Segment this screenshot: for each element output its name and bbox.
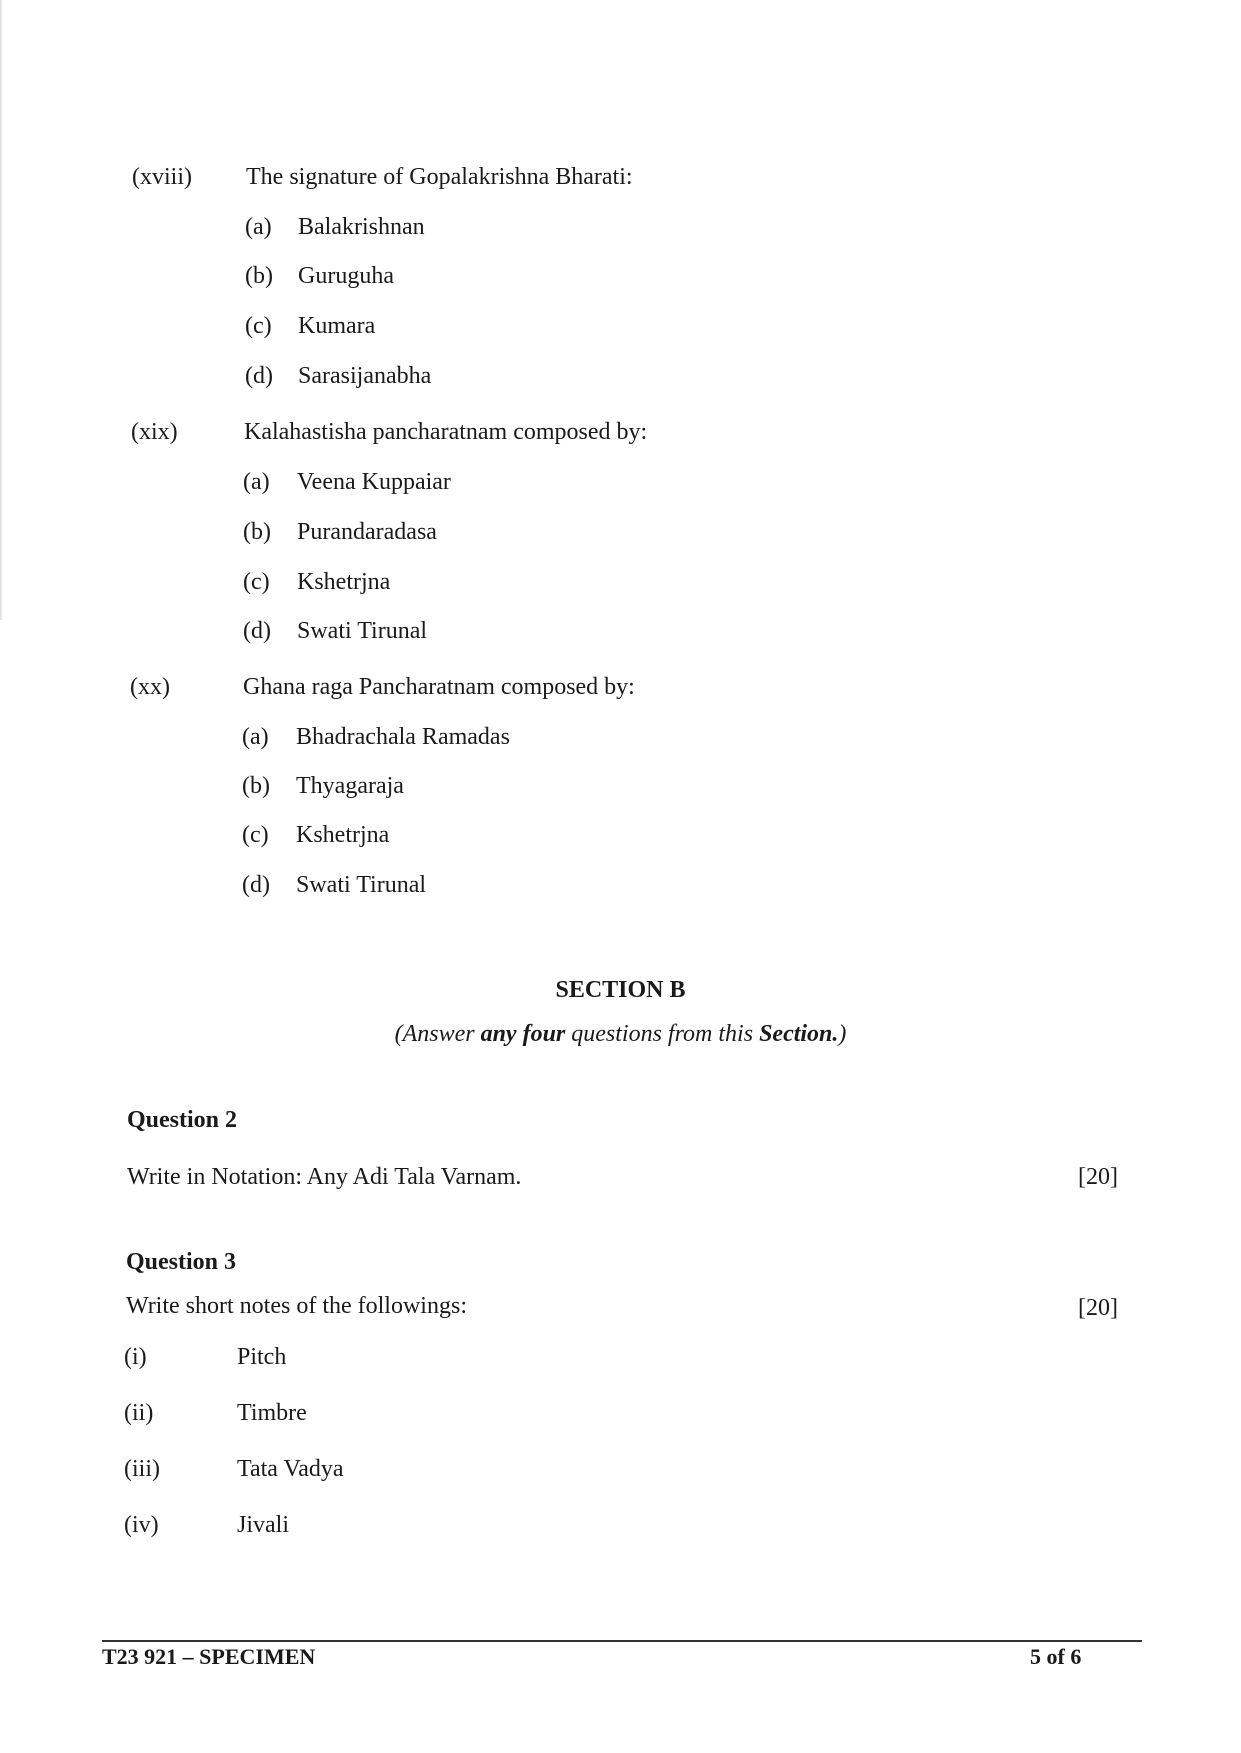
page-number: 5 of 6 <box>1030 1644 1082 1669</box>
option-label: (c) <box>243 569 270 595</box>
marks: [20] <box>1078 1164 1118 1190</box>
paper-code: T23 921 – SPECIMEN <box>102 1644 316 1669</box>
item-label: (ii) <box>124 1400 154 1426</box>
question-heading: Question 3 <box>126 1249 237 1275</box>
item-label: (iii) <box>124 1456 160 1482</box>
item-label: (iv) <box>124 1512 159 1538</box>
option-text: Kshetrjna <box>297 569 391 595</box>
option-text: Guruguha <box>298 263 394 289</box>
instruction-emphasis: any four <box>480 1021 566 1047</box>
marks: [20] <box>1078 1295 1118 1321</box>
item-text: Timbre <box>237 1400 307 1426</box>
option-text: Swati Tirunal <box>296 872 427 898</box>
option-text: Kumara <box>298 313 376 339</box>
option-label: (b) <box>245 263 273 289</box>
option-text: Swati Tirunal <box>297 618 428 644</box>
instruction-suffix: ) <box>838 1021 847 1047</box>
instruction-middle: questions from this <box>565 1021 760 1047</box>
option-label: (a) <box>243 469 270 495</box>
question-text: The signature of Gopalakrishna Bharati: <box>246 164 633 190</box>
item-text: Tata Vadya <box>237 1456 344 1482</box>
footer-divider <box>102 1640 1142 1642</box>
question-heading: Question 2 <box>127 1107 238 1133</box>
option-text: Veena Kuppaiar <box>297 469 451 495</box>
question-text: Write in Notation: Any Adi Tala Varnam. <box>127 1164 522 1190</box>
option-label: (c) <box>242 822 269 848</box>
instruction-prefix: (Answer <box>394 1021 481 1047</box>
option-text: Kshetrjna <box>296 822 390 848</box>
section-instruction <box>0 1020 1241 1048</box>
option-text: Balakrishnan <box>298 214 425 240</box>
question-number: (xviii) <box>132 164 192 190</box>
option-label: (d) <box>243 618 271 644</box>
option-label: (c) <box>245 313 272 339</box>
option-label: (b) <box>242 773 270 799</box>
option-label: (b) <box>243 519 271 545</box>
question-text: Write short notes of the followings: <box>126 1293 467 1319</box>
instruction-emphasis-section: Section. <box>759 1021 839 1047</box>
option-label: (a) <box>242 724 269 750</box>
option-text: Bhadrachala Ramadas <box>296 724 510 750</box>
question-number: (xix) <box>131 419 178 445</box>
option-label: (a) <box>245 214 272 240</box>
item-label: (i) <box>124 1344 147 1370</box>
section-title: SECTION B <box>555 977 686 1003</box>
question-text: Kalahastisha pancharatnam composed by: <box>244 419 648 445</box>
option-text: Purandaradasa <box>297 519 437 545</box>
question-number: (xx) <box>130 674 170 700</box>
option-text: Sarasijanabha <box>298 363 432 389</box>
item-text: Pitch <box>237 1344 287 1370</box>
question-text: Ghana raga Pancharatnam composed by: <box>243 674 635 700</box>
option-label: (d) <box>245 363 273 389</box>
scan-edge-shadow <box>0 0 3 620</box>
option-text: Thyagaraja <box>296 773 404 799</box>
option-label: (d) <box>242 872 270 898</box>
item-text: Jivali <box>237 1512 289 1538</box>
